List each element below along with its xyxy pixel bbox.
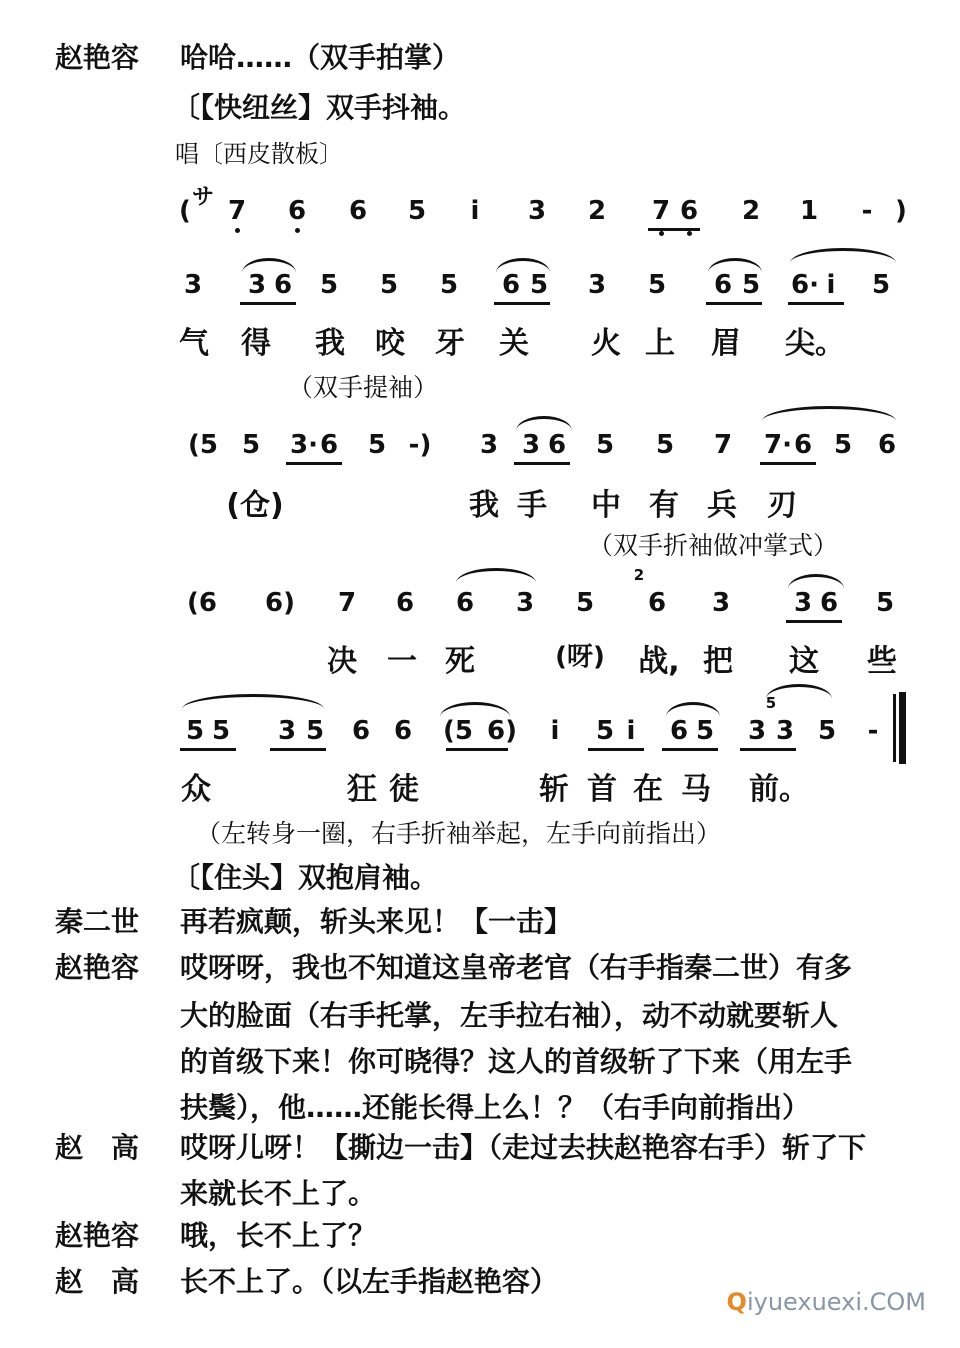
lyric: 兵 xyxy=(707,488,737,523)
note: -) xyxy=(408,430,432,460)
note: - xyxy=(861,196,873,226)
note: 6 xyxy=(501,270,521,300)
underline xyxy=(494,302,550,305)
note: 5 xyxy=(211,716,231,746)
note: 6 xyxy=(287,196,307,226)
note: 5 xyxy=(529,270,549,300)
lyric: 上 xyxy=(645,326,675,361)
underline xyxy=(788,302,844,305)
note: 5 xyxy=(439,270,459,300)
dialogue-line: 哎呀儿呀！【撕边一击】（走过去扶赵艳容右手）斩了下 xyxy=(180,1131,867,1164)
speaker-zhao-gao: 赵 高 xyxy=(55,1131,140,1164)
note: 6 xyxy=(877,430,897,460)
dialogue-line: 哈哈……（双手拍掌） xyxy=(180,41,461,74)
dialogue-line: 长不上了。（以左手指赵艳容） xyxy=(180,1265,559,1298)
note: 6 xyxy=(647,588,667,618)
low-dot xyxy=(295,228,300,233)
lyric: 刃 xyxy=(767,488,797,523)
lyric: 尖。 xyxy=(785,326,845,361)
dialogue-line: 来就长不上了。 xyxy=(180,1177,377,1210)
dialogue-line: 扶鬓），他……还能长得上么！？（右手向前指出） xyxy=(180,1091,811,1124)
note: 5 xyxy=(875,588,895,618)
final-barline-thin xyxy=(893,694,896,762)
note: 6 xyxy=(679,196,699,226)
lyric: 斩 xyxy=(539,772,569,807)
note: 5 xyxy=(595,430,615,460)
watermark-text: iyuexuexi.COM xyxy=(746,1288,926,1316)
note: 1 xyxy=(799,196,819,226)
lyric: 死 xyxy=(445,644,475,679)
slur xyxy=(440,702,510,717)
note: サ xyxy=(191,185,214,210)
underline xyxy=(740,748,796,751)
lyric: 中 xyxy=(591,488,621,523)
note: 3 xyxy=(747,716,767,746)
dialogue-line: 哎呀呀，我也不知道这皇帝老官（右手指秦二世）有多 xyxy=(180,951,853,984)
note: 5 xyxy=(379,270,399,300)
note: 6 xyxy=(393,716,413,746)
lyric: 有 xyxy=(649,488,679,523)
note: 7· xyxy=(764,430,792,460)
note: 6 xyxy=(319,430,339,460)
lyric: 战, xyxy=(638,644,680,679)
note: 2 xyxy=(587,196,607,226)
note: 2 xyxy=(741,196,761,226)
slur xyxy=(666,702,720,717)
speaker-zhao-yanrong: 赵艳容 xyxy=(55,951,140,984)
watermark xyxy=(727,1288,926,1316)
note: i xyxy=(550,716,560,746)
speaker-zhao-gao: 赵 高 xyxy=(55,1265,140,1298)
underline xyxy=(180,748,236,751)
note: 3 xyxy=(527,196,547,226)
note: - xyxy=(867,716,879,746)
note: 6) xyxy=(265,588,295,618)
slur xyxy=(496,258,550,273)
note: 7 xyxy=(337,588,357,618)
note: 5 xyxy=(407,196,427,226)
note: ( xyxy=(179,196,191,226)
note: 6 xyxy=(455,588,475,618)
note: 5 xyxy=(647,270,667,300)
lyric: (仓) xyxy=(226,488,284,523)
note: (5 xyxy=(188,430,218,460)
note: 6 xyxy=(395,588,415,618)
note: 3 xyxy=(521,430,541,460)
slur xyxy=(788,574,844,589)
stage-direction: （左转身一圈，右手折袖举起，左手向前指出） xyxy=(196,819,722,848)
lyric: 狂 xyxy=(347,772,377,807)
note: i xyxy=(826,270,836,300)
lyric: 气 xyxy=(179,326,209,361)
note: ) xyxy=(895,196,907,226)
note: 5 xyxy=(833,430,853,460)
slur xyxy=(790,248,896,263)
grace-note: 2 xyxy=(633,566,645,584)
note: 3 xyxy=(247,270,267,300)
note: 7 xyxy=(227,196,247,226)
low-dot xyxy=(687,231,692,236)
note: 6 xyxy=(348,196,368,226)
slur xyxy=(182,694,324,709)
lyric: 我 xyxy=(469,488,499,523)
lyric: 首 xyxy=(587,772,617,807)
underline xyxy=(240,302,296,305)
stage-direction: 〔【住头】双抱肩袖。 xyxy=(172,861,439,894)
note: 5 xyxy=(575,588,595,618)
underline xyxy=(588,748,644,751)
slur xyxy=(708,258,762,273)
lyric: 牙 xyxy=(435,326,465,361)
underline xyxy=(648,228,700,231)
underline xyxy=(514,462,570,465)
dialogue-line: 的首级下来！你可晓得？这人的首级斩了下来（用左手 xyxy=(180,1045,853,1078)
slur xyxy=(456,568,536,583)
low-dot xyxy=(235,228,240,233)
note: 3 xyxy=(277,716,297,746)
slur xyxy=(762,406,896,421)
note: 7 xyxy=(713,430,733,460)
lyric: 火 xyxy=(591,326,621,361)
note: 6 xyxy=(273,270,293,300)
lyric: (呀) xyxy=(555,642,605,672)
note: 3 xyxy=(183,270,203,300)
note: (6 xyxy=(187,588,217,618)
note: 5 xyxy=(695,716,715,746)
dialogue-line: 大的脸面（右手托掌，左手拉右袖），动不动就要斩人 xyxy=(180,999,839,1032)
note: 7 xyxy=(651,196,671,226)
lyric: 眉 xyxy=(711,326,741,361)
lyric: 这 xyxy=(789,644,819,679)
note: 6) xyxy=(487,716,517,746)
final-barline-thick xyxy=(899,692,906,764)
lyric: 一 xyxy=(387,644,417,679)
note: 3 xyxy=(775,716,795,746)
note: 5 xyxy=(595,716,615,746)
note: 5 xyxy=(305,716,325,746)
speaker-zhao-yanrong: 赵艳容 xyxy=(55,1219,140,1252)
note: 5 xyxy=(817,716,837,746)
note: 5 xyxy=(319,270,339,300)
lyric: 徒 xyxy=(389,772,419,807)
note: 6 xyxy=(713,270,733,300)
note: 3 xyxy=(793,588,813,618)
dialogue-line: 哦，长不上了？ xyxy=(180,1219,377,1252)
speaker-qin-ershi: 秦二世 xyxy=(55,905,140,938)
note: 3 xyxy=(515,588,535,618)
slur xyxy=(242,258,296,273)
lyric: 马 xyxy=(681,772,711,807)
underline xyxy=(270,748,326,751)
lyric: 咬 xyxy=(375,326,405,361)
note: 5 xyxy=(367,430,387,460)
note: i xyxy=(626,716,636,746)
lyric: 前。 xyxy=(749,772,809,807)
note: 6 xyxy=(819,588,839,618)
note: 5 xyxy=(241,430,261,460)
speaker-zhao-yanrong: 赵艳容 xyxy=(55,41,140,74)
slur xyxy=(766,684,832,699)
lyric: 我 xyxy=(315,326,345,361)
lyric: 手 xyxy=(517,488,547,523)
stage-direction: （双手提袖） xyxy=(288,373,439,402)
lyric: 决 xyxy=(327,644,357,679)
slur xyxy=(516,416,572,431)
lyric: 得 xyxy=(241,326,271,361)
note: 5 xyxy=(741,270,761,300)
lyric: 在 xyxy=(633,772,663,807)
note: 3· xyxy=(290,430,318,460)
note: 5 xyxy=(871,270,891,300)
grace-note: 5 xyxy=(765,694,777,712)
lyric: 关 xyxy=(499,326,529,361)
underline xyxy=(786,620,842,623)
note: 6 xyxy=(669,716,689,746)
note: i xyxy=(470,196,480,226)
lyric: 把 xyxy=(703,644,733,679)
low-dot xyxy=(659,231,664,236)
note: 3 xyxy=(479,430,499,460)
lyric: 众 xyxy=(181,772,211,807)
stage-direction: （双手折袖做冲掌式） xyxy=(588,531,839,560)
note: 6· xyxy=(791,270,819,300)
note: (5 xyxy=(443,716,473,746)
note: 3 xyxy=(711,588,731,618)
underline xyxy=(286,462,342,465)
dialogue-line: 再若疯颠，斩头来见！【一击】 xyxy=(180,905,573,938)
lyric: 些 xyxy=(867,644,897,679)
underline xyxy=(446,748,508,751)
note: 5 xyxy=(185,716,205,746)
note: 5 xyxy=(655,430,675,460)
note: 6 xyxy=(547,430,567,460)
note: 6 xyxy=(793,430,813,460)
watermark-q: Q xyxy=(726,1288,747,1316)
underline xyxy=(662,748,718,751)
stage-direction: 〔【快纽丝】双手抖袖。 xyxy=(172,91,467,124)
note: 6 xyxy=(351,716,371,746)
tune-label: 唱〔西皮散板〕 xyxy=(175,140,343,168)
underline xyxy=(760,462,816,465)
note: 3 xyxy=(587,270,607,300)
underline xyxy=(706,302,762,305)
